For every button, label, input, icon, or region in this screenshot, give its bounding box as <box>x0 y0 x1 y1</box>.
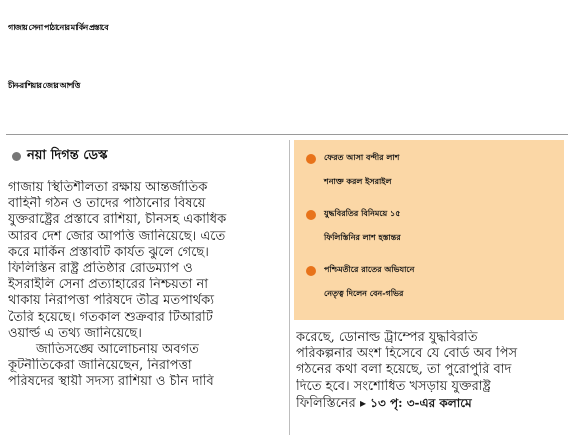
body-line: করেছে, ডোনাল্ড ট্রাম্পের যুদ্ধবিরতি <box>296 330 478 345</box>
dateline-bullet-icon <box>12 152 21 161</box>
dateline-text: নয়া দিগন্ত ডেস্ক <box>27 148 108 163</box>
body-line: পরিকল্পনার অংশ হিসেবে যে বোর্ড অব পিস <box>296 346 518 362</box>
bullet-icon <box>306 210 316 220</box>
body-line: গঠনের কথা বলা হয়েছে, তা পুরোপুরি বাদ <box>296 362 512 378</box>
highlight-text: ফিলিস্তিনির লাশ হস্তান্তর <box>324 233 401 242</box>
highlight-text: পশ্চিমতীরে রাতের অভিযানে <box>324 265 415 274</box>
body-line-last <box>296 395 564 412</box>
continuation-link[interactable]: ▸ ১৩ পৃ: ৩-এর কলামে <box>359 395 472 410</box>
highlight-text: যুদ্ধবিরতির বিনিময়ে ১৫ <box>324 209 401 218</box>
body-line: তৈরি হয়েছে। গতকাল শুক্রবার টিআরটি <box>8 309 213 325</box>
body-text: ফিলিস্তিনের <box>296 395 356 411</box>
highlight-item <box>306 258 556 306</box>
bullet-icon <box>306 266 316 276</box>
continuation-text[interactable]: ১৩ পৃ: ৩-এর কলামে <box>370 395 472 410</box>
highlight-item <box>306 202 556 250</box>
column-divider <box>289 140 290 435</box>
body-line: পরিষদের স্থায়ী সদস্য রাশিয়া ও চীন দাবি <box>8 374 214 390</box>
body-line: গাজায় স্থিতিশীলতা রক্ষায় আন্তর্জাতিক <box>8 180 208 195</box>
body-line: যুক্তরাষ্ট্রের প্রস্তাবে রাশিয়া, চীনসহ একাধিক <box>8 212 227 228</box>
headline-line-2: চীন-রাশিয়ার জোর আপত্তি <box>8 81 80 90</box>
body-line: ওয়ার্ল্ড এ তথ্য জানিয়েছে। <box>8 325 142 341</box>
body-line: ফিলিস্তিন রাষ্ট্র প্রতিষ্ঠার রোডম্যাপ ও <box>8 261 193 277</box>
highlight-text: নেতৃত্ব দিলেন বেন-গভির <box>324 289 404 298</box>
body-line: দিতে হবে। সংশোধিত খসড়ায় যুক্তরাষ্ট্র <box>296 378 491 394</box>
highlights-box <box>294 140 564 320</box>
body-line: করে মার্কিন প্রস্তাবটি কার্যত ঝুলে গেছে। <box>8 244 209 260</box>
body-line: ইসরাইলি সেনা প্রত্যাহারের নিশ্চয়তা না <box>8 277 208 293</box>
article-body-right <box>296 330 564 412</box>
body-line: কূটনীতিকেরা জানিয়েছেন, নিরাপত্তা <box>8 358 192 374</box>
highlight-text: ফেরত আসা বন্দীর লাশ <box>324 153 400 162</box>
dateline <box>12 146 107 167</box>
article-body-left <box>8 180 284 391</box>
body-line: আরব দেশ জোর আপত্তি জানিয়েছে। এতে <box>8 228 226 244</box>
highlight-text: শনাক্ত করল ইসরাইল <box>324 177 392 186</box>
headline-line-1: গাজায় সেনা পাঠানোর মার্কিন প্রস্তাবে <box>8 23 108 32</box>
body-line: জাতিসঙ্ঘে আলোচনায় অবগত <box>36 342 199 358</box>
body-line: বাহিনী গঠন ও তাদের পাঠানোর বিষয়ে <box>8 196 206 212</box>
bullet-icon <box>306 154 316 164</box>
highlight-item <box>306 146 556 194</box>
body-line: থাকায় নিরাপত্তা পরিষদে তীব্র মতপার্থক্য <box>8 293 215 309</box>
headline-divider <box>6 134 568 135</box>
